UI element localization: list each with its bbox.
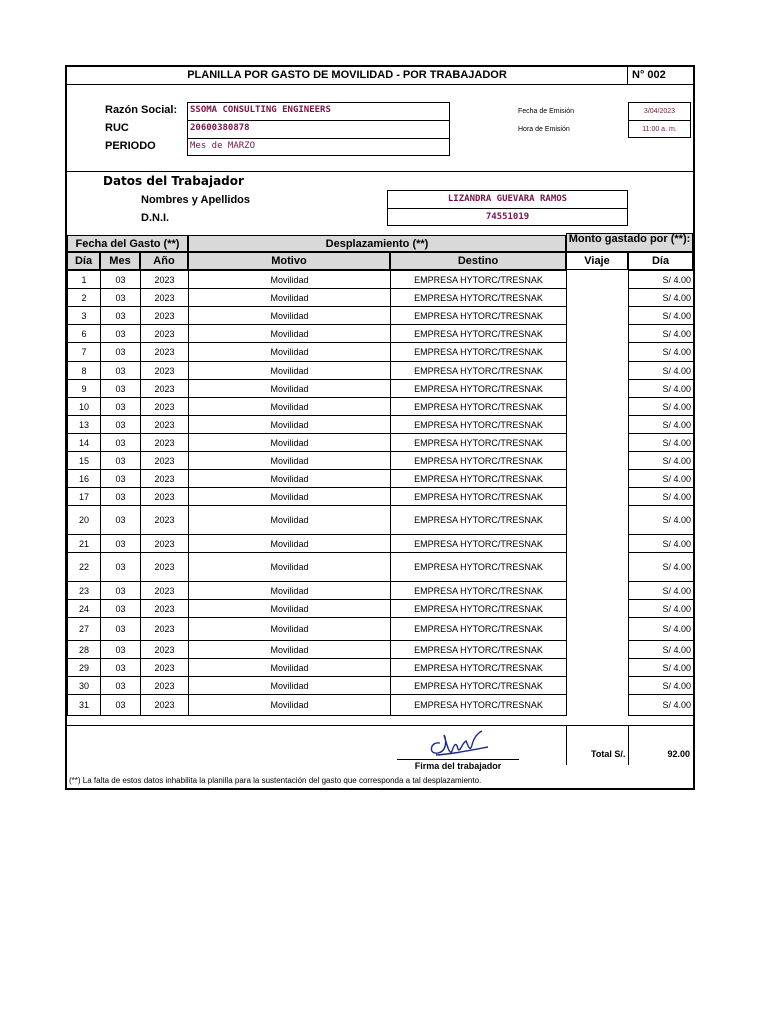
cell-anio: 2023 (141, 434, 189, 452)
cell-motivo: Movilidad (189, 398, 391, 416)
expense-table (67, 270, 694, 716)
cell-motivo: Movilidad (189, 271, 391, 289)
cell-motivo: Movilidad (189, 470, 391, 488)
periodo-value: Mes de MARZO (190, 141, 256, 151)
table-row (68, 677, 694, 695)
header-fecha-gasto: Fecha del Gasto (**) (67, 235, 188, 252)
header-destino: Destino (390, 252, 566, 270)
cell-mes: 03 (101, 452, 141, 470)
cell-viaje (567, 452, 629, 470)
cell-mes: 03 (101, 553, 141, 582)
table-row (68, 641, 694, 659)
cell-mes: 03 (101, 695, 141, 716)
cell-anio: 2023 (141, 618, 189, 641)
cell-anio: 2023 (141, 695, 189, 716)
cell-destino: EMPRESA HYTORC/TRESNAK (391, 362, 567, 380)
cell-viaje (567, 618, 629, 641)
cell-destino: EMPRESA HYTORC/TRESNAK (391, 659, 567, 677)
cell-dia: 10 (68, 398, 101, 416)
cell-dia: 8 (68, 362, 101, 380)
cell-destino: EMPRESA HYTORC/TRESNAK (391, 271, 567, 289)
cell-motivo: Movilidad (189, 434, 391, 452)
cell-destino: EMPRESA HYTORC/TRESNAK (391, 488, 567, 506)
cell-mes: 03 (101, 380, 141, 398)
header-desplazamiento: Desplazamiento (**) (188, 235, 566, 252)
cell-dia: 6 (68, 325, 101, 343)
cell-anio: 2023 (141, 488, 189, 506)
cell-dia: 21 (68, 535, 101, 553)
table-row (68, 271, 694, 289)
cell-viaje (567, 506, 629, 535)
cell-anio: 2023 (141, 535, 189, 553)
cell-mes: 03 (101, 307, 141, 325)
cell-viaje (567, 307, 629, 325)
cell-dia: 15 (68, 452, 101, 470)
cell-anio: 2023 (141, 416, 189, 434)
header-viaje: Viaje (566, 252, 628, 270)
cell-monto: S/ 4.00 (629, 506, 694, 535)
cell-viaje (567, 380, 629, 398)
table-row (68, 289, 694, 307)
cell-monto: S/ 4.00 (629, 307, 694, 325)
cell-dia: 16 (68, 470, 101, 488)
cell-dia: 14 (68, 434, 101, 452)
cell-destino: EMPRESA HYTORC/TRESNAK (391, 641, 567, 659)
cell-motivo: Movilidad (189, 362, 391, 380)
cell-mes: 03 (101, 416, 141, 434)
table-row (68, 695, 694, 716)
cell-viaje (567, 325, 629, 343)
cell-mes: 03 (101, 325, 141, 343)
table-row (68, 582, 694, 600)
cell-destino: EMPRESA HYTORC/TRESNAK (391, 470, 567, 488)
worker-dni-label: D.N.I. (141, 212, 170, 224)
table-row (68, 398, 694, 416)
cell-anio: 2023 (141, 506, 189, 535)
cell-monto: S/ 4.00 (629, 695, 694, 716)
cell-motivo: Movilidad (189, 506, 391, 535)
cell-motivo: Movilidad (189, 307, 391, 325)
cell-anio: 2023 (141, 553, 189, 582)
cell-destino: EMPRESA HYTORC/TRESNAK (391, 677, 567, 695)
header-dia: Día (67, 252, 100, 270)
cell-motivo: Movilidad (189, 695, 391, 716)
expense-rows (68, 271, 694, 716)
cell-viaje (567, 600, 629, 618)
cell-destino: EMPRESA HYTORC/TRESNAK (391, 506, 567, 535)
cell-destino: EMPRESA HYTORC/TRESNAK (391, 416, 567, 434)
cell-motivo: Movilidad (189, 659, 391, 677)
cell-anio: 2023 (141, 271, 189, 289)
cell-anio: 2023 (141, 641, 189, 659)
cell-destino: EMPRESA HYTORC/TRESNAK (391, 582, 567, 600)
header-monto: Monto gastado por (**): (566, 233, 693, 252)
cell-anio: 2023 (141, 307, 189, 325)
cell-mes: 03 (101, 535, 141, 553)
cell-motivo: Movilidad (189, 289, 391, 307)
cell-destino: EMPRESA HYTORC/TRESNAK (391, 398, 567, 416)
table-row (68, 362, 694, 380)
cell-mes: 03 (101, 506, 141, 535)
cell-monto: S/ 4.00 (629, 600, 694, 618)
table-row (68, 470, 694, 488)
cell-dia: 29 (68, 659, 101, 677)
cell-monto: S/ 4.00 (629, 582, 694, 600)
hora-emision-value: 11:00 a. m. (642, 126, 677, 133)
cell-motivo: Movilidad (189, 641, 391, 659)
cell-motivo: Movilidad (189, 600, 391, 618)
cell-dia: 28 (68, 641, 101, 659)
ruc-value: 20600380878 (190, 123, 250, 133)
cell-mes: 03 (101, 343, 141, 362)
table-row (68, 325, 694, 343)
cell-destino: EMPRESA HYTORC/TRESNAK (391, 695, 567, 716)
cell-motivo: Movilidad (189, 325, 391, 343)
sheet-number: N° 002 (632, 69, 666, 81)
cell-monto: S/ 4.00 (629, 362, 694, 380)
table-row (68, 506, 694, 535)
cell-anio: 2023 (141, 600, 189, 618)
signature-image (422, 727, 492, 761)
periodo-label: PERIODO (105, 140, 156, 152)
footnote: (**) La falta de estos datos inhabilita la planilla para la sustentación del gasto que corresponda a tal desplazamiento. (69, 776, 482, 785)
cell-dia: 31 (68, 695, 101, 716)
cell-destino: EMPRESA HYTORC/TRESNAK (391, 553, 567, 582)
cell-viaje (567, 641, 629, 659)
table-row (68, 659, 694, 677)
table-row (68, 452, 694, 470)
cell-anio: 2023 (141, 343, 189, 362)
table-row (68, 488, 694, 506)
cell-dia: 22 (68, 553, 101, 582)
header-dia-monto: Día (628, 252, 693, 270)
cell-destino: EMPRESA HYTORC/TRESNAK (391, 325, 567, 343)
cell-viaje (567, 434, 629, 452)
cell-monto: S/ 4.00 (629, 641, 694, 659)
header-mes: Mes (100, 252, 140, 270)
cell-dia: 7 (68, 343, 101, 362)
table-row (68, 380, 694, 398)
cell-dia: 13 (68, 416, 101, 434)
table-row (68, 535, 694, 553)
cell-mes: 03 (101, 470, 141, 488)
cell-motivo: Movilidad (189, 343, 391, 362)
fecha-emision-label: Fecha de Emisión (518, 108, 575, 115)
cell-dia: 17 (68, 488, 101, 506)
razon-social-label: Razón Social: (105, 104, 178, 116)
cell-mes: 03 (101, 600, 141, 618)
cell-viaje (567, 343, 629, 362)
table-row (68, 600, 694, 618)
sheet-title: PLANILLA POR GASTO DE MOVILIDAD - POR TRABAJADOR (187, 69, 507, 81)
cell-anio: 2023 (141, 677, 189, 695)
cell-anio: 2023 (141, 362, 189, 380)
cell-destino: EMPRESA HYTORC/TRESNAK (391, 289, 567, 307)
table-row (68, 618, 694, 641)
cell-destino: EMPRESA HYTORC/TRESNAK (391, 343, 567, 362)
cell-monto: S/ 4.00 (629, 535, 694, 553)
cell-mes: 03 (101, 659, 141, 677)
cell-viaje (567, 695, 629, 716)
cell-monto: S/ 4.00 (629, 618, 694, 641)
cell-mes: 03 (101, 488, 141, 506)
cell-motivo: Movilidad (189, 416, 391, 434)
total-label: Total S/. (591, 749, 626, 759)
cell-viaje (567, 398, 629, 416)
cell-destino: EMPRESA HYTORC/TRESNAK (391, 307, 567, 325)
cell-destino: EMPRESA HYTORC/TRESNAK (391, 380, 567, 398)
cell-dia: 9 (68, 380, 101, 398)
worker-name-value: LIZANDRA GUEVARA RAMOS (447, 194, 568, 204)
table-row (68, 307, 694, 325)
cell-mes: 03 (101, 398, 141, 416)
cell-monto: S/ 4.00 (629, 659, 694, 677)
cell-motivo: Movilidad (189, 677, 391, 695)
cell-viaje (567, 470, 629, 488)
header-motivo: Motivo (188, 252, 390, 270)
cell-anio: 2023 (141, 452, 189, 470)
total-value: 92.00 (667, 749, 690, 759)
cell-monto: S/ 4.00 (629, 416, 694, 434)
cell-anio: 2023 (141, 289, 189, 307)
fecha-emision-value: 3/04/2023 (643, 108, 676, 115)
worker-section-title: Datos del Trabajador (103, 174, 244, 188)
header-anio: Año (140, 252, 188, 270)
cell-monto: S/ 4.00 (629, 380, 694, 398)
cell-destino: EMPRESA HYTORC/TRESNAK (391, 618, 567, 641)
cell-dia: 20 (68, 506, 101, 535)
cell-viaje (567, 416, 629, 434)
table-row (68, 553, 694, 582)
cell-mes: 03 (101, 618, 141, 641)
table-row (68, 343, 694, 362)
cell-mes: 03 (101, 289, 141, 307)
worker-dni-value: 74551019 (485, 212, 530, 222)
cell-anio: 2023 (141, 659, 189, 677)
cell-motivo: Movilidad (189, 553, 391, 582)
cell-monto: S/ 4.00 (629, 325, 694, 343)
table-row (68, 416, 694, 434)
worker-name-label: Nombres y Apellidos (141, 194, 251, 206)
cell-monto: S/ 4.00 (629, 271, 694, 289)
cell-mes: 03 (101, 677, 141, 695)
cell-anio: 2023 (141, 325, 189, 343)
cell-viaje (567, 271, 629, 289)
cell-destino: EMPRESA HYTORC/TRESNAK (391, 535, 567, 553)
cell-motivo: Movilidad (189, 582, 391, 600)
cell-mes: 03 (101, 434, 141, 452)
cell-dia: 3 (68, 307, 101, 325)
cell-monto: S/ 4.00 (629, 553, 694, 582)
hora-emision-label: Hora de Emisión (518, 126, 570, 133)
cell-monto: S/ 4.00 (629, 488, 694, 506)
cell-viaje (567, 582, 629, 600)
table-row (68, 434, 694, 452)
cell-mes: 03 (101, 271, 141, 289)
cell-dia: 24 (68, 600, 101, 618)
cell-destino: EMPRESA HYTORC/TRESNAK (391, 600, 567, 618)
cell-motivo: Movilidad (189, 618, 391, 641)
signature-label: Firma del trabajador (414, 761, 502, 771)
cell-viaje (567, 677, 629, 695)
cell-anio: 2023 (141, 398, 189, 416)
expense-sheet (65, 65, 695, 790)
cell-monto: S/ 4.00 (629, 343, 694, 362)
cell-anio: 2023 (141, 380, 189, 398)
cell-monto: S/ 4.00 (629, 470, 694, 488)
cell-viaje (567, 488, 629, 506)
cell-viaje (567, 553, 629, 582)
cell-motivo: Movilidad (189, 380, 391, 398)
cell-monto: S/ 4.00 (629, 398, 694, 416)
cell-dia: 2 (68, 289, 101, 307)
cell-destino: EMPRESA HYTORC/TRESNAK (391, 434, 567, 452)
ruc-label: RUC (105, 122, 129, 134)
cell-mes: 03 (101, 582, 141, 600)
cell-anio: 2023 (141, 582, 189, 600)
cell-motivo: Movilidad (189, 452, 391, 470)
cell-motivo: Movilidad (189, 488, 391, 506)
razon-social-value: SSOMA CONSULTING ENGINEERS (190, 105, 331, 115)
cell-monto: S/ 4.00 (629, 434, 694, 452)
cell-mes: 03 (101, 362, 141, 380)
cell-monto: S/ 4.00 (629, 677, 694, 695)
cell-dia: 1 (68, 271, 101, 289)
cell-mes: 03 (101, 641, 141, 659)
cell-viaje (567, 659, 629, 677)
cell-destino: EMPRESA HYTORC/TRESNAK (391, 452, 567, 470)
cell-dia: 23 (68, 582, 101, 600)
cell-viaje (567, 535, 629, 553)
cell-motivo: Movilidad (189, 535, 391, 553)
cell-dia: 27 (68, 618, 101, 641)
cell-anio: 2023 (141, 470, 189, 488)
cell-viaje (567, 289, 629, 307)
cell-monto: S/ 4.00 (629, 289, 694, 307)
cell-viaje (567, 362, 629, 380)
cell-monto: S/ 4.00 (629, 452, 694, 470)
cell-dia: 30 (68, 677, 101, 695)
